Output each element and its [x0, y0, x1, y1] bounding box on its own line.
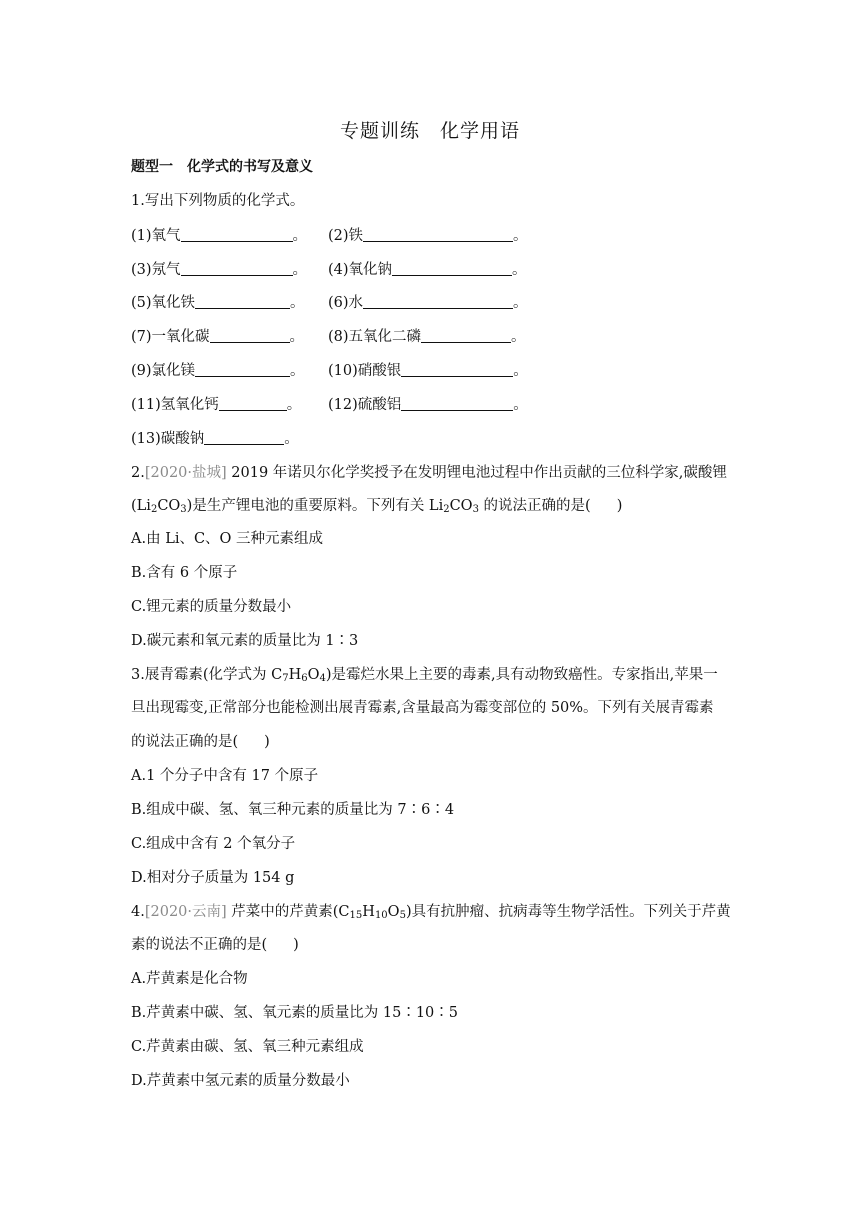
answer-blank[interactable]	[421, 328, 511, 343]
q1-item-10: (10)硝酸银 。	[328, 363, 528, 379]
item-label: (2)铁	[328, 228, 364, 244]
q1-item-9: (9)氯化镁 。	[131, 363, 305, 379]
answer-blank[interactable]	[363, 294, 513, 309]
q3-option-c: C.组成中含有 2 个氧分子	[131, 836, 296, 852]
q2-option-b: B.含有 6 个原子	[131, 565, 238, 581]
source-tag: [2020·盐城]	[144, 465, 227, 481]
q4-option-a: A.芹黄素是化合物	[131, 971, 248, 987]
answer-blank[interactable]	[181, 227, 293, 242]
answer-blank[interactable]	[401, 396, 513, 411]
q2-option-a: A.由 Li、C、O 三种元素组成	[131, 531, 324, 547]
q1-item-6: (6)水 。	[328, 295, 528, 311]
q2-option-d: D.碳元素和氧元素的质量比为 1∶3	[131, 633, 359, 649]
answer-blank[interactable]	[219, 396, 287, 411]
answer-blank[interactable]	[392, 261, 512, 276]
q3-line-1: 3.展青霉素(化学式为 $C_7H_6O_4$)是霉烂水果上主要的毒素,具有动物致癌性。专家指出,苹果一	[131, 667, 718, 684]
q3-option-a: A.1 个分子中含有 17 个原子	[131, 768, 319, 784]
item-label: (4)氧化钠	[328, 262, 393, 278]
item-label: (9)氯化镁	[131, 363, 196, 379]
q2-line-2: $(Li_2CO_3)$是生产锂电池的重要原料。下列有关 $Li_2CO_3$ 的说法正确的是( )	[131, 498, 623, 515]
q1-item-5: (5)氧化铁 。	[131, 295, 305, 311]
answer-blank[interactable]	[204, 430, 284, 445]
q4-option-c: C.芹黄素由碳、氢、氧三种元素组成	[131, 1039, 364, 1055]
q4-option-d: D.芹黄素中氢元素的质量分数最小	[131, 1073, 350, 1089]
item-label: (13)碳酸钠	[131, 431, 205, 447]
answer-blank[interactable]	[195, 362, 290, 377]
answer-blank[interactable]	[210, 328, 290, 343]
q1-item-13: (13)碳酸钠 。	[131, 431, 299, 447]
q3-option-b: B.组成中碳、氢、氧三种元素的质量比为 7∶6∶4	[131, 802, 455, 818]
q1-item-7: (7)一氧化碳 。	[131, 329, 305, 345]
q3-line-3: 的说法正确的是( )	[131, 734, 270, 750]
q3-line-2: 旦出现霉变,正常部分也能检测出展青霉素,含量最高为霉变部位的 50%。下列有关展青霉素	[131, 700, 714, 716]
q3-option-d: D.相对分子质量为 154 g	[131, 870, 295, 886]
answer-blank[interactable]	[363, 227, 513, 242]
q1-item-12: (12)硫酸铝 。	[328, 397, 528, 413]
q4-line-1: 4.[2020·云南] 芹菜中的芹黄素$(C_{15}H_{10}O_5)$具有抗肿瘤、抗病毒等生物学活性。下列关于芹黄	[131, 904, 731, 921]
item-label: (5)氧化铁	[131, 295, 196, 311]
answer-blank[interactable]	[401, 362, 513, 377]
answer-blank[interactable]	[195, 294, 290, 309]
q1-item-2: (2)铁 。	[328, 228, 528, 244]
item-label: (8)五氧化二磷	[328, 329, 422, 345]
answer-blank[interactable]	[181, 261, 293, 276]
item-label: (11)氢氧化钙	[131, 397, 219, 413]
q4-line-2: 素的说法不正确的是( )	[131, 937, 299, 953]
q1-item-1: (1)氧气 。	[131, 228, 308, 244]
section-heading: 题型一 化学式的书写及意义	[131, 159, 313, 175]
page-title: 专题训练 化学用语	[339, 120, 520, 142]
q1-item-11: (11)氢氧化钙 。	[131, 397, 302, 413]
item-label: (3)氖气	[131, 262, 181, 278]
q2-option-c: C.锂元素的质量分数最小	[131, 599, 292, 615]
q2-line-1: 2.[2020·盐城] 2019 年诺贝尔化学奖授予在发明锂电池过程中作出贡献的三位科学家,碳酸锂	[131, 465, 727, 481]
q4-option-b: B.芹黄素中碳、氢、氧元素的质量比为 15∶10∶5	[131, 1005, 458, 1021]
q1-item-4: (4)氧化钠 。	[328, 262, 527, 278]
item-label: (6)水	[328, 295, 364, 311]
item-label: (12)硫酸铝	[328, 397, 402, 413]
item-label: (7)一氧化碳	[131, 329, 210, 345]
source-tag: [2020·云南]	[144, 904, 227, 920]
item-label: (10)硝酸银	[328, 363, 402, 379]
q1-item-3: (3)氖气 。	[131, 262, 308, 278]
item-label: (1)氧气	[131, 228, 181, 244]
q1-stem: 1.写出下列物质的化学式。	[131, 193, 305, 209]
q1-item-8: (8)五氧化二磷 。	[328, 329, 526, 345]
